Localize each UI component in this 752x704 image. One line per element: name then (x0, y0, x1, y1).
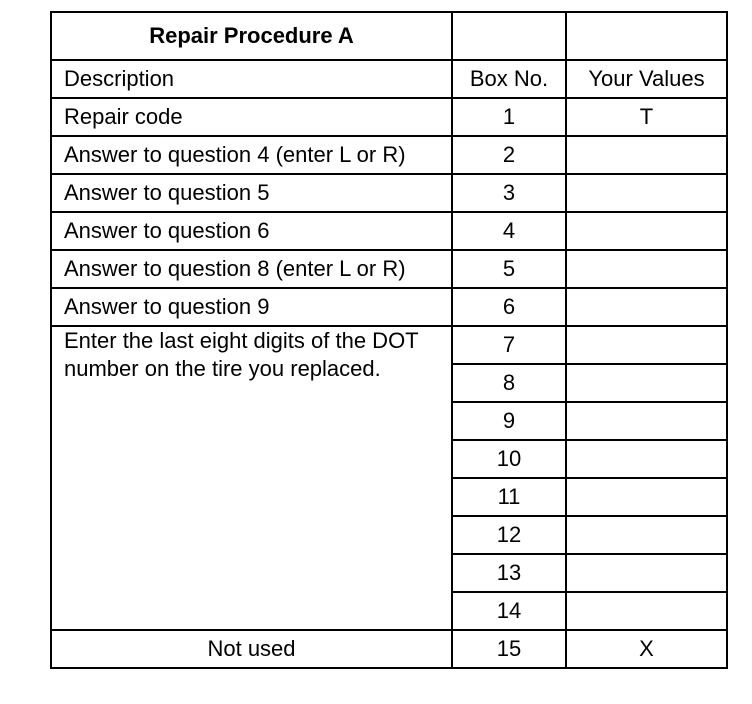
dot-box-number: 10 (452, 440, 566, 478)
dot-box-number: 7 (452, 326, 566, 364)
table-title: Repair Procedure A (51, 12, 452, 60)
dot-value-field[interactable] (566, 478, 727, 516)
row-value-field[interactable]: X (566, 630, 727, 668)
your-values-header: Your Values (566, 60, 727, 98)
row-value-field[interactable]: T (566, 98, 727, 136)
dot-row (51, 326, 727, 364)
row-value-field[interactable] (566, 212, 727, 250)
repair-procedure-table (50, 11, 728, 669)
row-description: Answer to question 5 (51, 174, 452, 212)
dot-box-number: 13 (452, 554, 566, 592)
dot-value-field[interactable] (566, 364, 727, 402)
description-header: Description (51, 60, 452, 98)
table-row (51, 174, 727, 212)
row-box-number: 5 (452, 250, 566, 288)
table-row (51, 136, 727, 174)
table-row (51, 212, 727, 250)
row-description: Answer to question 9 (51, 288, 452, 326)
box-no-header: Box No. (452, 60, 566, 98)
row-description: Answer to question 6 (51, 212, 452, 250)
title-empty-cell (452, 12, 566, 60)
dot-value-field[interactable] (566, 326, 727, 364)
dot-box-number: 11 (452, 478, 566, 516)
title-row (51, 12, 727, 60)
table-row (51, 288, 727, 326)
row-box-number: 4 (452, 212, 566, 250)
table-row (51, 630, 727, 668)
row-description: Answer to question 4 (enter L or R) (51, 136, 452, 174)
dot-box-number: 8 (452, 364, 566, 402)
title-empty-cell (566, 12, 727, 60)
dot-value-field[interactable] (566, 402, 727, 440)
row-value-field[interactable] (566, 250, 727, 288)
dot-instructions: Enter the last eight digits of the DOT number on the tire you replaced. (51, 326, 452, 630)
dot-box-number: 14 (452, 592, 566, 630)
dot-value-field[interactable] (566, 592, 727, 630)
row-value-field[interactable] (566, 136, 727, 174)
dot-box-number: 12 (452, 516, 566, 554)
row-description: Answer to question 8 (enter L or R) (51, 250, 452, 288)
row-value-field[interactable] (566, 174, 727, 212)
table-row (51, 98, 727, 136)
row-description: Not used (51, 630, 452, 668)
row-box-number: 6 (452, 288, 566, 326)
dot-value-field[interactable] (566, 554, 727, 592)
table-row (51, 250, 727, 288)
row-box-number: 3 (452, 174, 566, 212)
header-row (51, 60, 727, 98)
row-box-number: 2 (452, 136, 566, 174)
row-box-number: 1 (452, 98, 566, 136)
row-box-number: 15 (452, 630, 566, 668)
dot-value-field[interactable] (566, 440, 727, 478)
row-value-field[interactable] (566, 288, 727, 326)
row-description: Repair code (51, 98, 452, 136)
dot-value-field[interactable] (566, 516, 727, 554)
dot-box-number: 9 (452, 402, 566, 440)
